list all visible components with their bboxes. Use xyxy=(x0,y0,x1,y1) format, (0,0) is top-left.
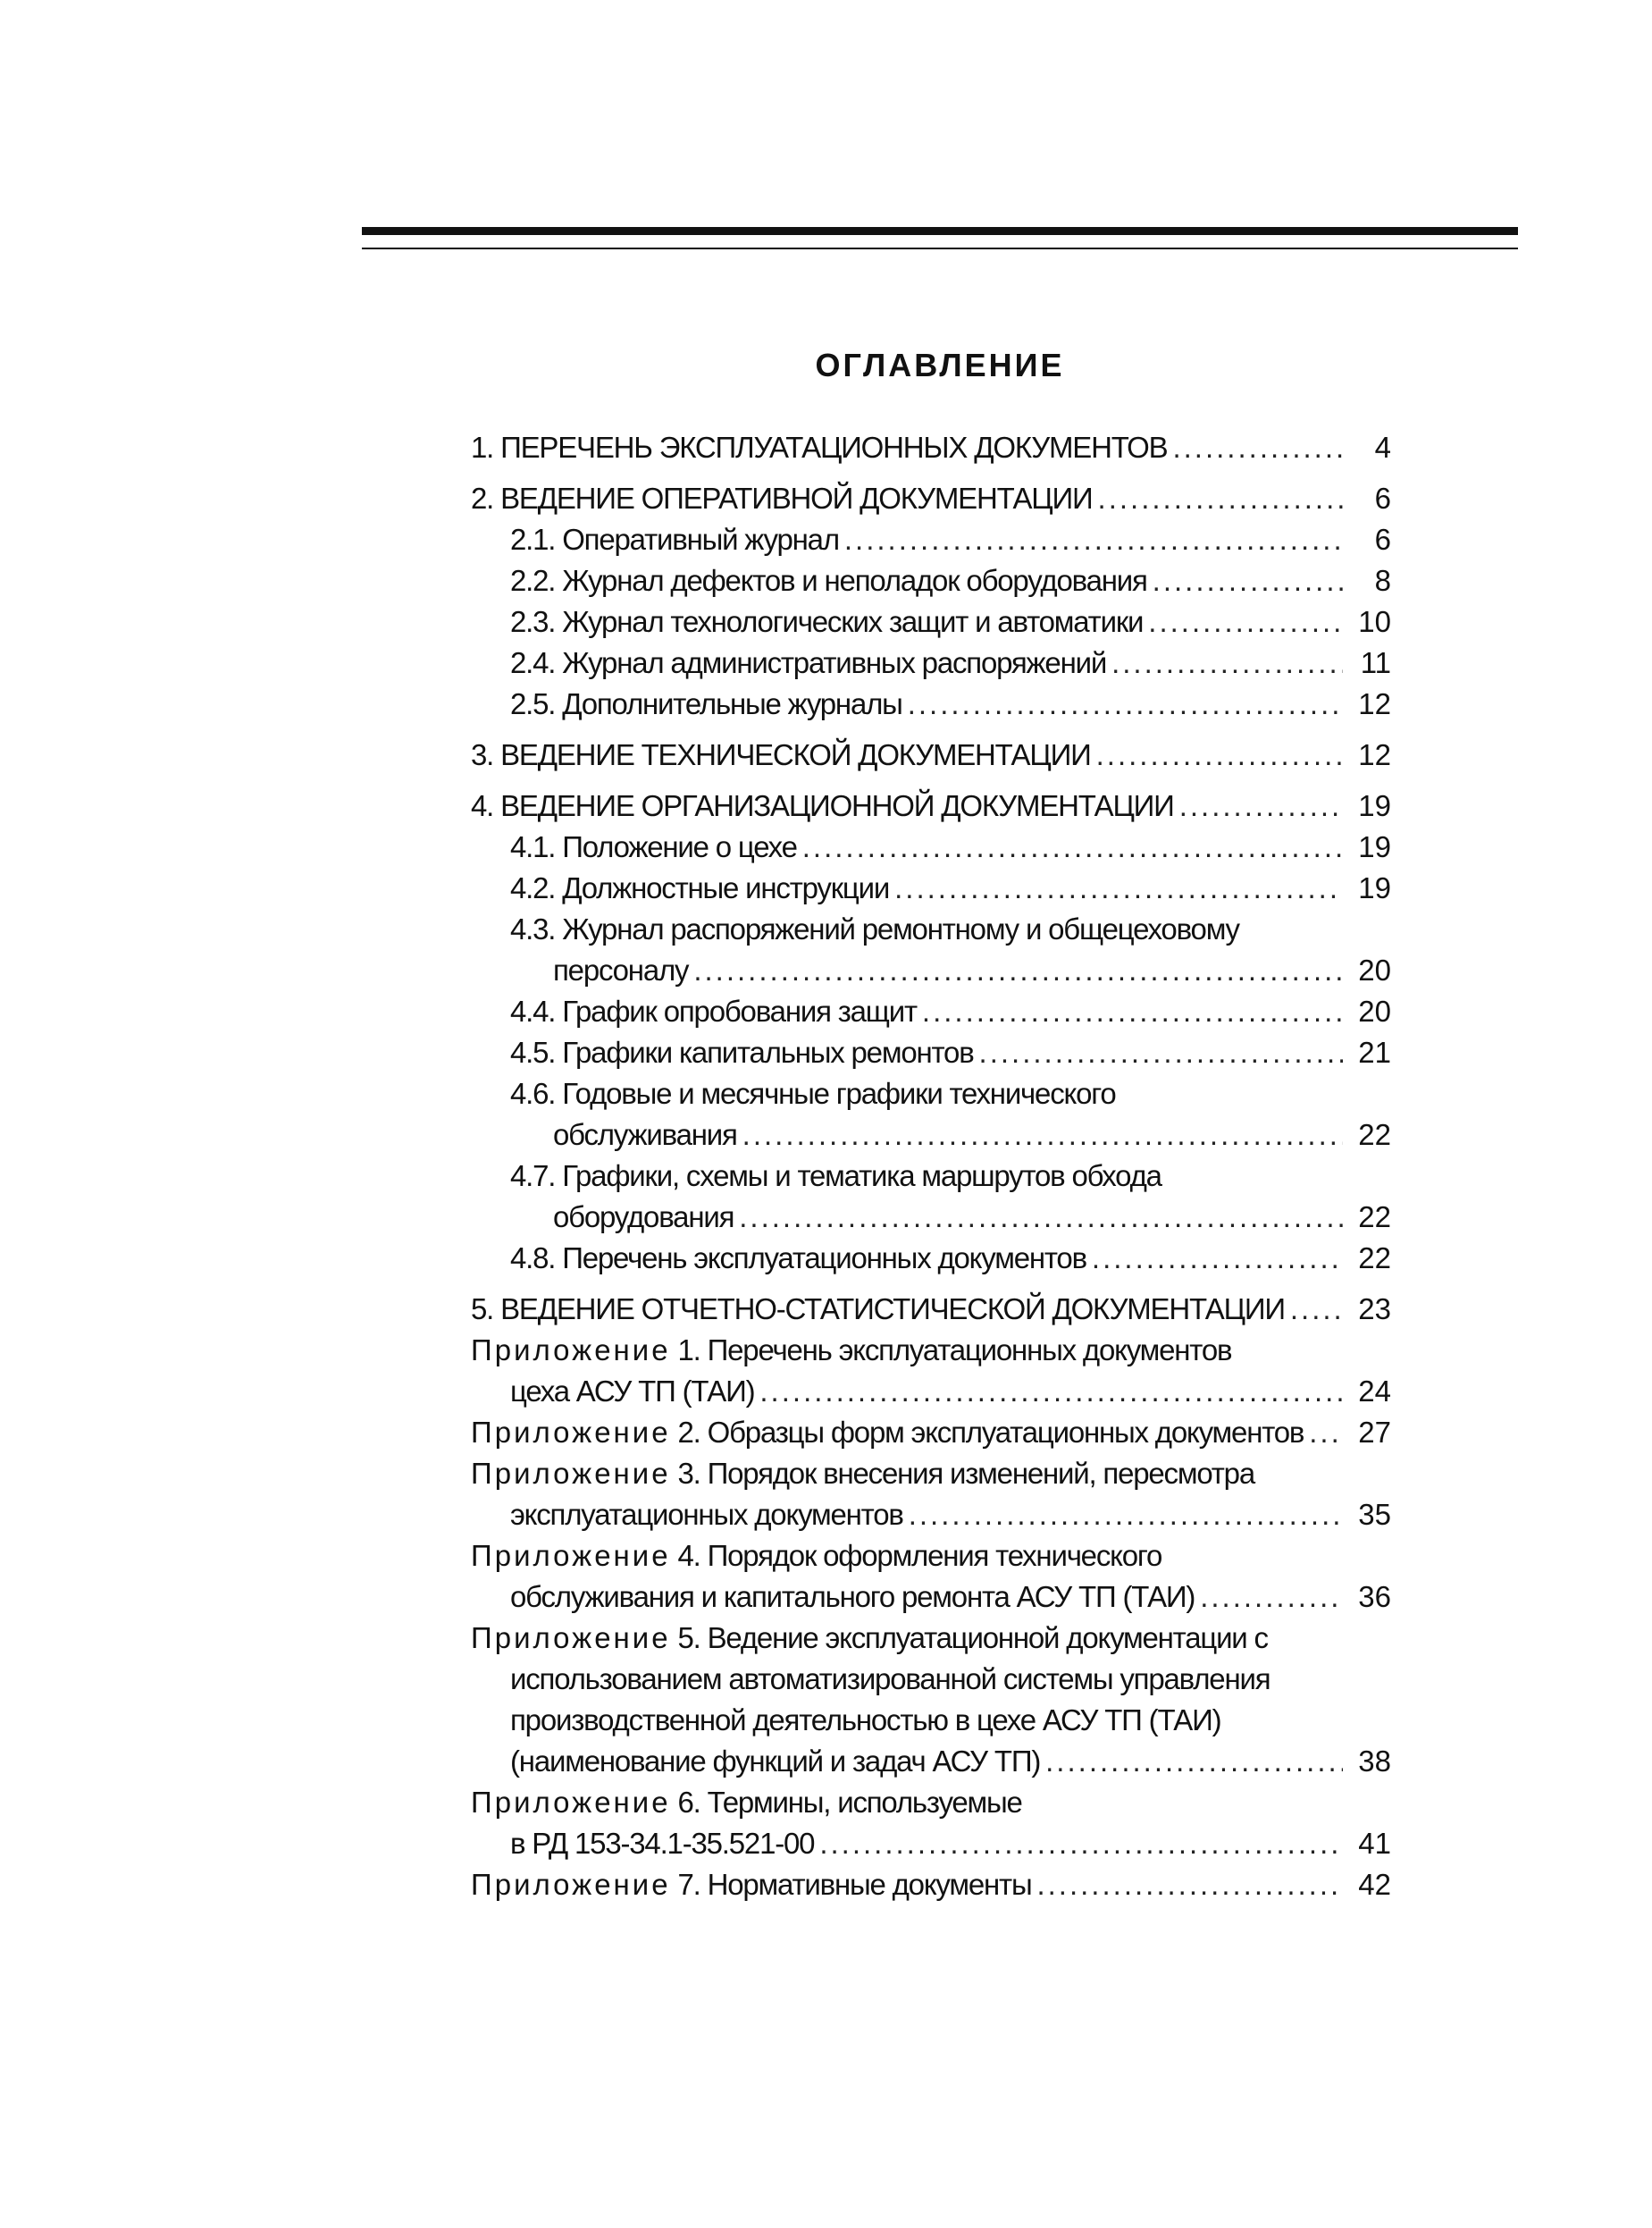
toc-entry-text xyxy=(510,519,839,560)
toc-entry xyxy=(471,1741,1391,1782)
dot-leader xyxy=(894,868,1343,909)
toc-page-number: 4 xyxy=(1374,431,1391,464)
dot-leader xyxy=(1309,1412,1343,1453)
toc-entry-text xyxy=(471,1864,1031,1905)
toc-entry-title: 2.1. Оперативный журнал xyxy=(510,523,839,556)
toc-page-number: 6 xyxy=(1374,482,1391,515)
toc-entry-text xyxy=(510,684,902,725)
appendix-label: Приложение xyxy=(471,1457,671,1490)
appendix-label: Приложение xyxy=(471,1416,671,1449)
toc-page-number: 36 xyxy=(1358,1580,1391,1613)
dot-leader xyxy=(1036,1864,1343,1905)
toc-entry xyxy=(471,1453,1391,1494)
toc-entry-text xyxy=(471,1453,1254,1494)
toc-entry xyxy=(471,991,1391,1032)
toc-page-number: 11 xyxy=(1360,646,1391,679)
toc-entry-title: 4. ВЕДЕНИЕ ОРГАНИЗАЦИОННОЙ ДОКУМЕНТАЦИИ xyxy=(471,789,1174,822)
dot-leader xyxy=(979,1032,1343,1073)
toc-entry xyxy=(471,427,1391,468)
toc-page-number: 12 xyxy=(1358,738,1391,771)
toc-entry-text xyxy=(510,601,1143,643)
toc-entry-title: 4.3. Журнал распоряжений ремонтному и общецеховому xyxy=(510,912,1239,946)
toc-page-number: 24 xyxy=(1358,1375,1391,1408)
dot-leader xyxy=(742,1114,1343,1156)
toc-entry-title: цеха АСУ ТП (ТАИ) xyxy=(510,1375,755,1408)
toc-entry xyxy=(471,1032,1391,1073)
toc-entry-title: 5. ВЕДЕНИЕ ОТЧЕТНО-СТАТИСТИЧЕСКОЙ ДОКУМЕНТАЦИИ xyxy=(471,1292,1285,1325)
toc-entry xyxy=(471,1494,1391,1535)
toc-page-number: 21 xyxy=(1358,1036,1391,1069)
toc-entry xyxy=(471,643,1391,684)
toc-entry-text xyxy=(510,1073,1116,1114)
toc-entry xyxy=(471,519,1391,560)
dot-leader xyxy=(1148,601,1343,643)
toc-page-number: 20 xyxy=(1358,954,1391,987)
toc-entry-title: 6. Термины, используемые xyxy=(670,1786,1022,1819)
toc-entry-title: обслуживания xyxy=(553,1118,737,1151)
toc-entry-text xyxy=(510,827,797,868)
appendix-label: Приложение xyxy=(471,1539,671,1572)
toc-entry-title: 2.5. Дополнительные журналы xyxy=(510,687,902,720)
toc-entry-text xyxy=(471,478,1093,519)
dot-leader xyxy=(908,684,1343,725)
toc-entry xyxy=(471,1412,1391,1453)
toc-entry-text xyxy=(510,909,1239,950)
toc-entry-title: 2.2. Журнал дефектов и неполадок оборудования xyxy=(510,564,1147,597)
toc-entry xyxy=(471,786,1391,827)
toc-entry xyxy=(471,1576,1391,1618)
toc-page-number: 22 xyxy=(1358,1118,1391,1151)
toc-page-number: 38 xyxy=(1358,1745,1391,1778)
toc-entry-title: 4.1. Положение о цехе xyxy=(510,830,797,863)
toc-entry-title: 4.8. Перечень эксплуатационных документов xyxy=(510,1241,1086,1274)
toc-entry xyxy=(471,1659,1391,1700)
dot-leader xyxy=(844,519,1343,560)
toc-entry-title: обслуживания и капитального ремонта АСУ ТП (ТАИ) xyxy=(510,1580,1195,1613)
dot-leader xyxy=(1179,786,1343,827)
dot-leader xyxy=(1172,427,1343,468)
table-of-contents xyxy=(471,427,1391,1905)
toc-page-number: 12 xyxy=(1358,687,1391,720)
toc-page-number: 22 xyxy=(1358,1241,1391,1274)
toc-page-number: 42 xyxy=(1358,1868,1391,1901)
toc-entry-text xyxy=(510,1156,1161,1197)
toc-entry xyxy=(471,1238,1391,1279)
toc-entry-text xyxy=(510,1659,1270,1700)
toc-entry xyxy=(471,478,1391,519)
toc-page-number: 8 xyxy=(1374,564,1391,597)
appendix-label: Приложение xyxy=(471,1333,671,1366)
dot-leader xyxy=(909,1494,1343,1535)
toc-entry-text xyxy=(553,950,688,991)
toc-entry-text xyxy=(471,1535,1161,1576)
toc-page-number: 10 xyxy=(1358,605,1391,638)
toc-entry xyxy=(471,601,1391,643)
toc-entry-title: 3. Порядок внесения изменений, пересмотра xyxy=(670,1457,1254,1490)
toc-entry xyxy=(471,1073,1391,1114)
toc-entry-title: 4.4. График опробования защит xyxy=(510,995,917,1028)
toc-entry-title: 4.7. Графики, схемы и тематика маршрутов обхода xyxy=(510,1159,1161,1192)
toc-page-number: 41 xyxy=(1358,1827,1391,1860)
toc-entry-text xyxy=(510,991,917,1032)
toc-entry-title: 2. Образцы форм эксплуатационных документов xyxy=(670,1416,1304,1449)
toc-entry-text xyxy=(510,1741,1040,1782)
toc-entry-title: производственной деятельностью в цехе АСУ ТП (ТАИ) xyxy=(510,1703,1221,1736)
dot-leader xyxy=(922,991,1343,1032)
dot-leader xyxy=(819,1823,1343,1864)
toc-entry xyxy=(471,1330,1391,1371)
toc-page-number: 22 xyxy=(1358,1200,1391,1233)
toc-page-number: 6 xyxy=(1374,523,1391,556)
toc-entry-title: 3. ВЕДЕНИЕ ТЕХНИЧЕСКОЙ ДОКУМЕНТАЦИИ xyxy=(471,738,1091,771)
toc-entry xyxy=(471,827,1391,868)
toc-entry-title: (наименование функций и задач АСУ ТП) xyxy=(510,1745,1041,1778)
toc-entry-text xyxy=(510,868,889,909)
toc-entry xyxy=(471,1197,1391,1238)
toc-page-number: 19 xyxy=(1358,871,1391,904)
toc-entry-text xyxy=(510,1823,814,1864)
dot-leader xyxy=(1098,478,1343,519)
toc-entry-title: 2.3. Журнал технологических защит и автоматики xyxy=(510,605,1144,638)
toc-entry-title: 7. Нормативные документы xyxy=(670,1868,1032,1901)
toc-page-number: 19 xyxy=(1358,789,1391,822)
dot-leader xyxy=(1045,1741,1343,1782)
appendix-label: Приложение xyxy=(471,1786,671,1819)
toc-entry xyxy=(471,1864,1391,1905)
toc-entry-title: 5. Ведение эксплуатационной документации с xyxy=(670,1621,1268,1654)
toc-entry-text xyxy=(510,1700,1220,1741)
toc-entry-text xyxy=(510,560,1147,601)
toc-entry-title: эксплуатационных документов xyxy=(510,1498,903,1531)
toc-entry xyxy=(471,909,1391,950)
toc-entry-title: 1. ПЕРЕЧЕНЬ ЭКСПЛУАТАЦИОННЫХ ДОКУМЕНТОВ xyxy=(471,431,1168,464)
toc-entry-text xyxy=(510,1032,974,1073)
toc-entry-text xyxy=(471,427,1167,468)
toc-page-number: 19 xyxy=(1358,830,1391,863)
appendix-label: Приложение xyxy=(471,1621,671,1654)
dot-leader xyxy=(1153,560,1343,601)
toc-entry xyxy=(471,1114,1391,1156)
toc-entry-text xyxy=(510,643,1106,684)
dot-leader xyxy=(1290,1289,1343,1330)
toc-entry-title: персоналу xyxy=(553,954,689,987)
toc-page-number: 35 xyxy=(1358,1498,1391,1531)
toc-entry xyxy=(471,1535,1391,1576)
dot-leader xyxy=(739,1197,1343,1238)
toc-entry xyxy=(471,735,1391,776)
toc-entry-text xyxy=(510,1238,1086,1279)
toc-entry-title: использованием автоматизированной системы управления xyxy=(510,1662,1270,1695)
toc-entry-text xyxy=(471,1330,1231,1371)
toc-entry-text xyxy=(553,1114,737,1156)
toc-entry-text xyxy=(510,1371,754,1412)
toc-entry-title: 4. Порядок оформления технического xyxy=(670,1539,1162,1572)
toc-entry-text xyxy=(471,1618,1268,1659)
toc-entry-text xyxy=(510,1576,1195,1618)
toc-entry-text xyxy=(471,1782,1022,1823)
toc-entry-title: 2. ВЕДЕНИЕ ОПЕРАТИВНОЙ ДОКУМЕНТАЦИИ xyxy=(471,482,1093,515)
dot-leader xyxy=(1111,643,1343,684)
dot-leader xyxy=(802,827,1343,868)
appendix-label: Приложение xyxy=(471,1868,671,1901)
toc-entry xyxy=(471,1371,1391,1412)
header-rule-thick xyxy=(362,227,1518,235)
toc-entry xyxy=(471,1618,1391,1659)
toc-entry-text xyxy=(510,1494,903,1535)
toc-page-number: 20 xyxy=(1358,995,1391,1028)
toc-entry xyxy=(471,868,1391,909)
toc-page-number: 23 xyxy=(1358,1292,1391,1325)
toc-page-number: 27 xyxy=(1358,1416,1391,1449)
toc-entry xyxy=(471,950,1391,991)
toc-entry xyxy=(471,1823,1391,1864)
toc-entry-text xyxy=(471,735,1091,776)
toc-entry-text xyxy=(553,1197,734,1238)
dot-leader xyxy=(1092,1238,1343,1279)
toc-entry-title: 1. Перечень эксплуатационных документов xyxy=(670,1333,1232,1366)
toc-entry xyxy=(471,1289,1391,1330)
toc-entry-title: 4.6. Годовые и месячные графики технического xyxy=(510,1077,1116,1110)
toc-entry-title: 4.2. Должностные инструкции xyxy=(510,871,890,904)
toc-entry-title: в РД 153-34.1-35.521-00 xyxy=(510,1827,815,1860)
toc-entry xyxy=(471,1700,1391,1741)
header-rule-thin xyxy=(362,248,1518,249)
dot-leader xyxy=(693,950,1343,991)
dot-leader xyxy=(1096,735,1343,776)
dot-leader xyxy=(759,1371,1343,1412)
page-title: ОГЛАВЛЕНИЕ xyxy=(815,347,1065,383)
toc-entry-text xyxy=(471,1289,1285,1330)
toc-entry-title: оборудования xyxy=(553,1200,734,1233)
toc-entry-text xyxy=(471,786,1174,827)
toc-entry xyxy=(471,1782,1391,1823)
toc-entry xyxy=(471,684,1391,725)
toc-entry xyxy=(471,560,1391,601)
toc-entry-title: 4.5. Графики капитальных ремонтов xyxy=(510,1036,974,1069)
dot-leader xyxy=(1200,1576,1343,1618)
toc-entry-text xyxy=(471,1412,1304,1453)
toc-entry-title: 2.4. Журнал административных распоряжений xyxy=(510,646,1107,679)
toc-entry xyxy=(471,1156,1391,1197)
